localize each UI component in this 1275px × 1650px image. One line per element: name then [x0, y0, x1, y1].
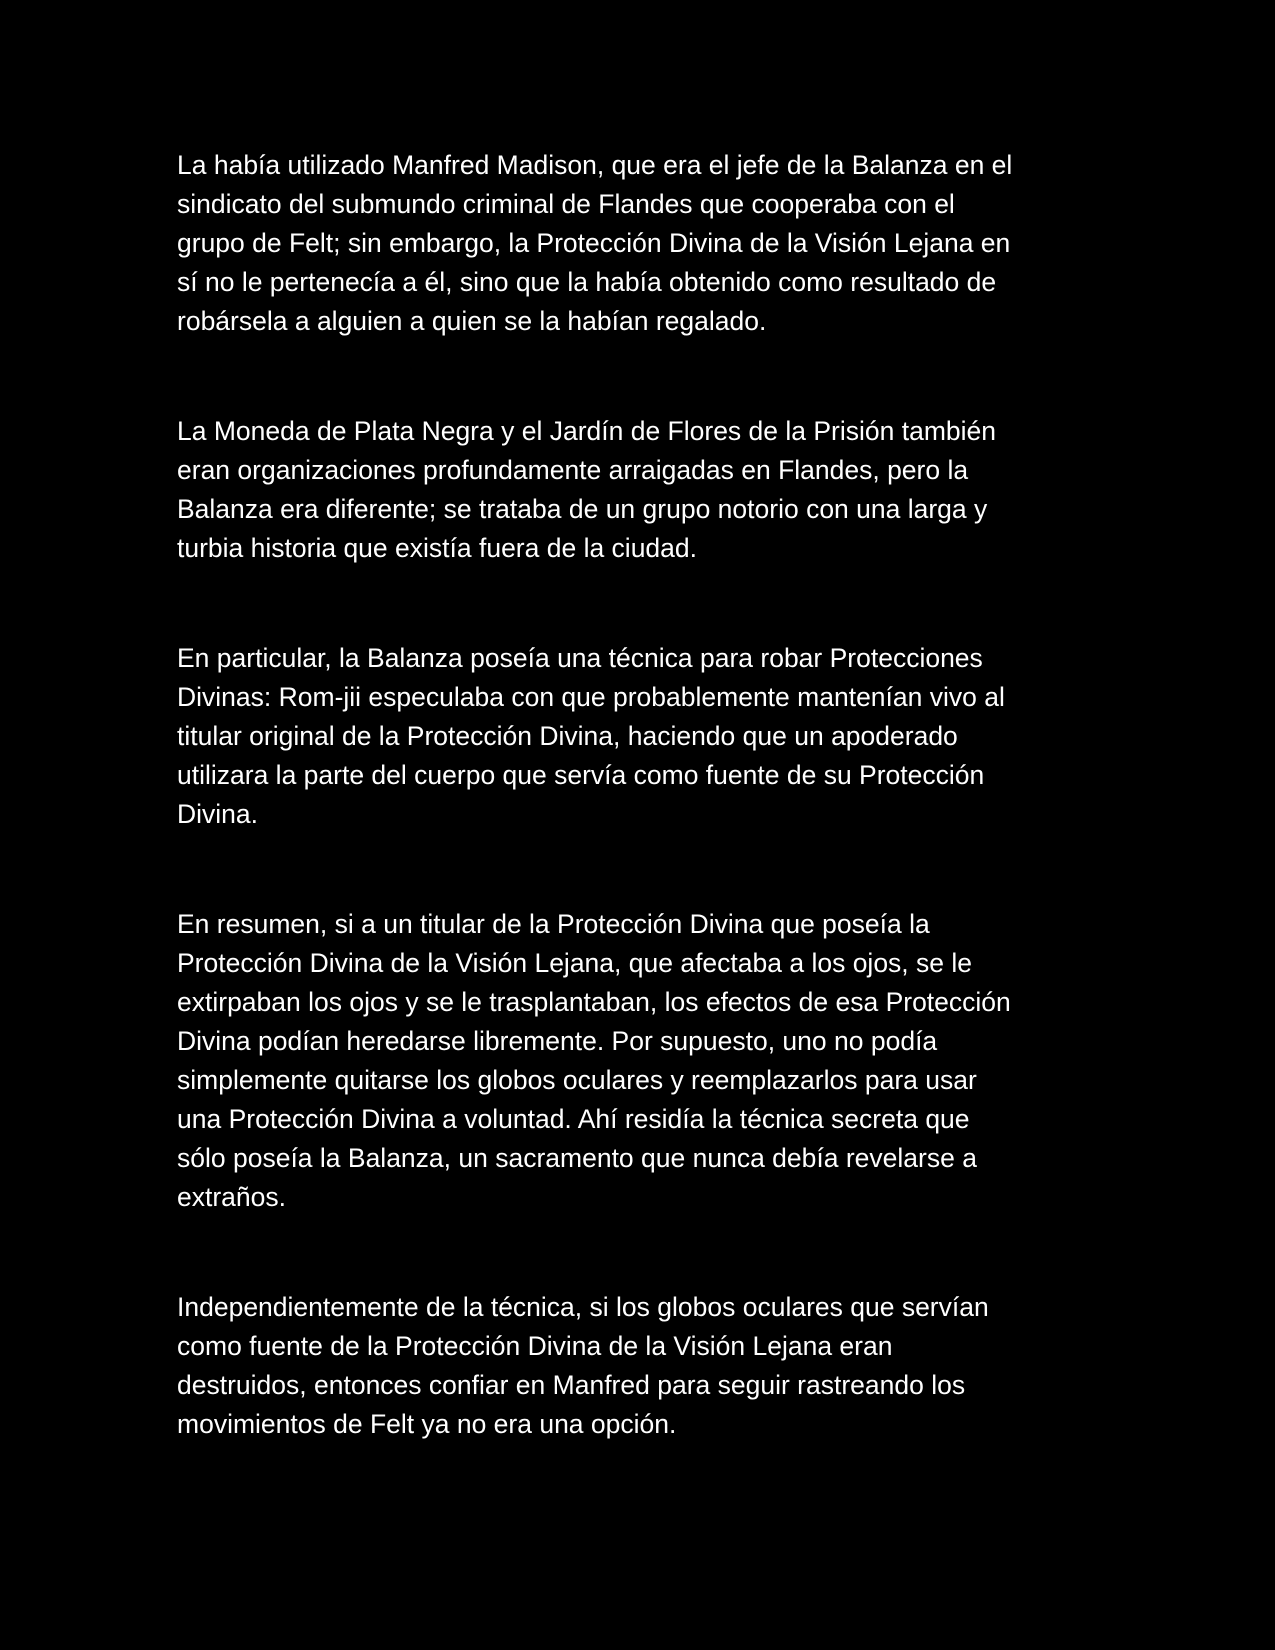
paragraph-2: La Moneda de Plata Negra y el Jardín de Flores de la Prisión también eran organizaciones profundamente arraigadas en Flandes, pero la Balanza era diferente; se trataba de un grupo notorio con una larga y turbia historia que existía fuera de la ciudad.: [177, 416, 997, 563]
paragraph-5: Independientemente de la técnica, si los globos oculares que servían como fuente de la Protección Divina de la Visión Lejana eran destruidos, entonces confiar en Manfred para seguir rastreando los movimientos de Felt ya no era una opción.: [177, 1292, 989, 1439]
document-page: [177, 146, 1117, 1444]
paragraph-4: En resumen, si a un titular de la Protección Divina que poseía la Protección Divina de la Visión Lejana, que afectaba a los ojos, se le extirpaban los ojos y se le trasplantaban, los efectos de esa Protección Divina podían heredarse libremente. Por supuesto, uno no podía simplemente quitarse los globos oculares y reemplazarlos para usar una Protección Divina a voluntad. Ahí residía la técnica secreta que sólo poseía la Balanza, un sacramento que nunca debía revelarse a extraños.: [177, 909, 1011, 1212]
paragraph-3: En particular, la Balanza poseía una técnica para robar Protecciones Divinas: Rom-jii especulaba con que probablemente mantenían vivo al titular original de la Protección Divina, haciendo que un apoderado utilizara la parte del cuerpo que servía como fuente de su Protección Divina.: [177, 643, 1005, 829]
paragraph-1: La había utilizado Manfred Madison, que era el jefe de la Balanza en el sindicato del submundo criminal de Flandes que cooperaba con el grupo de Felt; sin embargo, la Protección Divina de la Visión Lejana en sí no le pertenecía a él, sino que la había obtenido como resultado de robársela a alguien a quien se la habían regalado.: [177, 150, 1013, 336]
